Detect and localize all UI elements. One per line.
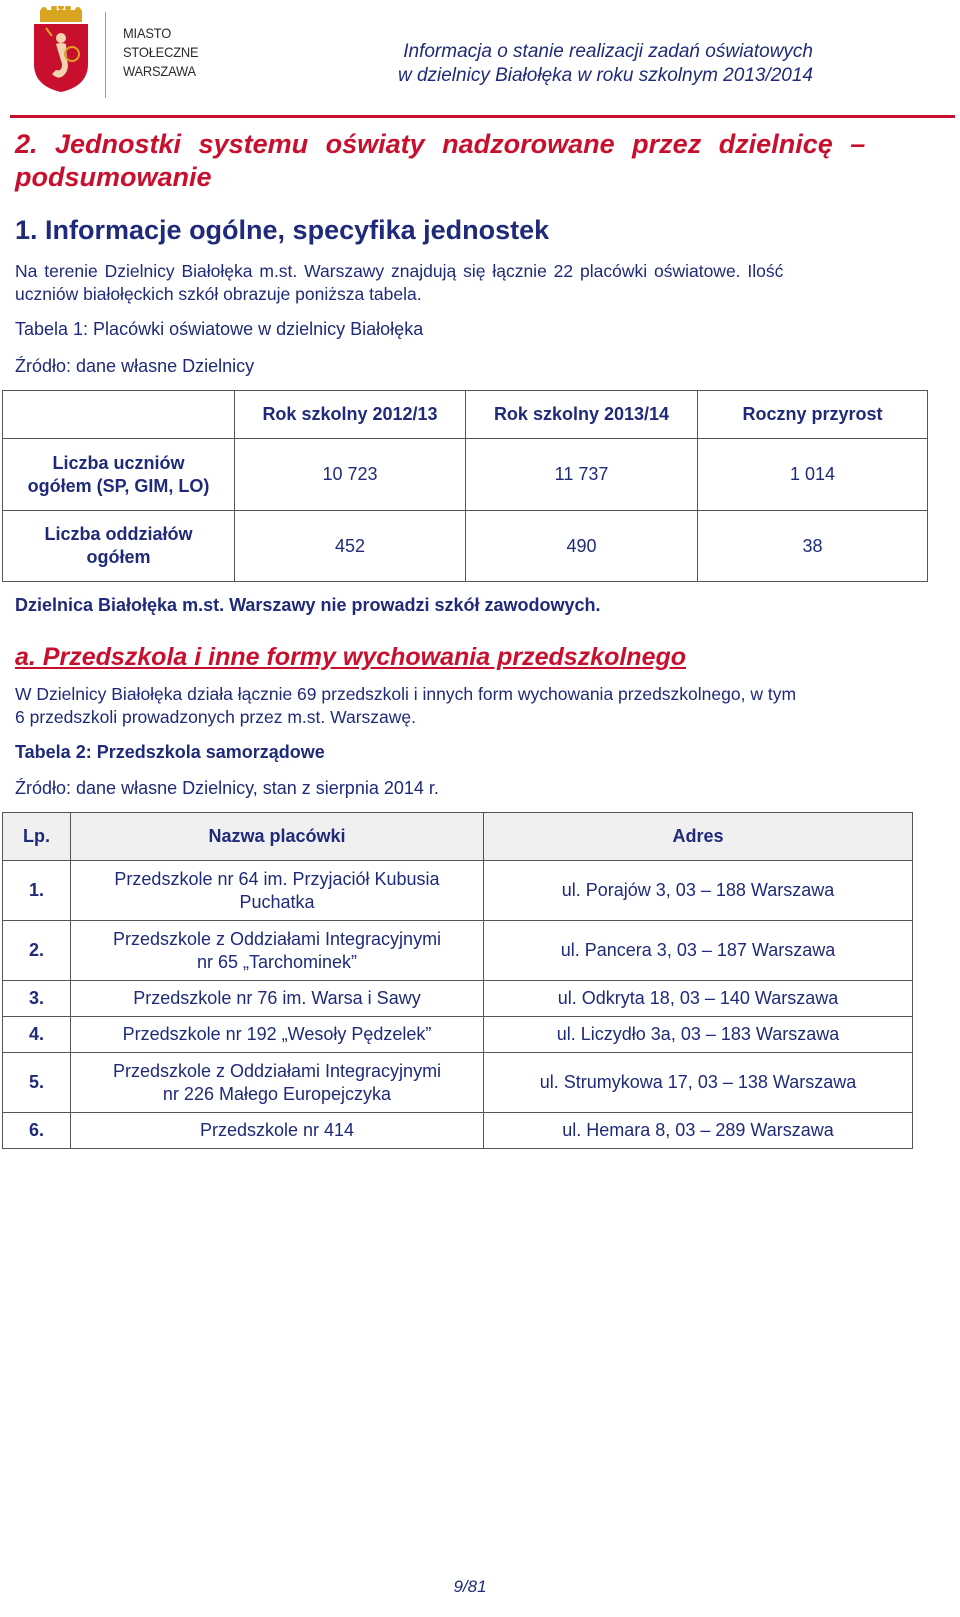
preschools-table: [2, 812, 913, 1149]
table1-caption: Tabela 1: Placówki oświatowe w dzielnicy Białołęka: [15, 319, 424, 339]
table-cell: 10 723: [235, 439, 466, 511]
row-number: 5.: [3, 1053, 71, 1113]
table-header-cell: Adres: [484, 813, 913, 861]
logo-line-warszawa: WARSZAWA: [123, 63, 196, 79]
intro-line-1: Na terenie Dzielnicy Białołęka m.st. Warszawy znajdują się łącznie 22 placówki oświatowe. Ilość: [15, 261, 784, 281]
preschool-para-line-2: 6 przedszkoli prowadzonych przez m.st. Warszawę.: [15, 707, 417, 727]
header-divider: [105, 12, 106, 98]
subsection-heading: a. Przedszkola i inne formy wychowania przedszkolnego: [15, 643, 687, 671]
row-number: 2.: [3, 921, 71, 981]
table-cell: 11 737: [466, 439, 698, 511]
table-cell: 490: [466, 511, 698, 582]
table-header-cell: Roczny przyrost: [698, 391, 928, 439]
row-label-line: ogółem (SP, GIM, LO): [27, 475, 210, 496]
preschool-name: Przedszkole nr 414: [71, 1113, 484, 1149]
table-row: [3, 981, 913, 1017]
document-title-line2: w dzielnicy Białołęka w roku szkolnym 2013/2014: [397, 65, 813, 86]
preschool-name-line: nr 226 Małego Europejczyka: [162, 1083, 392, 1104]
preschool-name-line: Przedszkole z Oddziałami Integracyjnymi: [112, 928, 442, 949]
preschool-address: ul. Porajów 3, 03 – 188 Warszawa: [484, 861, 913, 921]
table2-source: Źródło: dane własne Dzielnicy, stan z sierpnia 2014 r.: [15, 778, 439, 798]
preschool-address: ul. Odkryta 18, 03 – 140 Warszawa: [484, 981, 913, 1017]
city-logo-text: [123, 24, 205, 81]
row-number: 3.: [3, 981, 71, 1017]
table-row: [3, 921, 913, 981]
table-header-cell: Rok szkolny 2012/13: [235, 391, 466, 439]
logo-line-miasto: MIASTO: [123, 25, 172, 41]
preschool-name: [71, 1053, 484, 1113]
row-label: [3, 511, 235, 582]
preschool-para-line-1: W Dzielnicy Białołęka działa łącznie 69 przedszkoli i innych form wychowania przedszkolnego, w tym: [15, 684, 797, 704]
preschool-name-line: Przedszkole nr 64 im. Przyjaciół Kubusia: [114, 868, 440, 889]
table-header-row: [3, 391, 928, 439]
preschool-address: ul. Pancera 3, 03 – 187 Warszawa: [484, 921, 913, 981]
table-header-cell: Lp.: [3, 813, 71, 861]
vocational-schools-note: Dzielnica Białołęka m.st. Warszawy nie prowadzi szkół zawodowych.: [15, 595, 601, 615]
chapter-heading-line2: podsumowanie: [15, 162, 212, 192]
row-label-line: Liczba uczniów: [52, 452, 185, 473]
warsaw-coat-of-arms-logo: [30, 6, 92, 94]
table-row: [3, 439, 928, 511]
table-header-cell: Nazwa placówki: [71, 813, 484, 861]
logo-line-stoleczne: STOŁECZNE: [123, 44, 199, 60]
schools-summary-table: [2, 390, 928, 582]
row-number: 1.: [3, 861, 71, 921]
preschool-name-line: nr 65 „Tarchominek”: [196, 951, 358, 972]
table-row: [3, 861, 913, 921]
chapter-heading-line1: 2. Jednostki systemu oświaty nadzorowane przez dzielnicę –: [15, 129, 866, 159]
table-cell: 38: [698, 511, 928, 582]
table-header-cell: Rok szkolny 2013/14: [466, 391, 698, 439]
table-cell: 452: [235, 511, 466, 582]
intro-line-2: uczniów białołęckich szkół obrazuje poniższa tabela.: [15, 284, 422, 304]
table-row: [3, 1053, 913, 1113]
preschool-name: [71, 861, 484, 921]
table-row: [3, 1017, 913, 1053]
table-cell: 1 014: [698, 439, 928, 511]
document-title-line1: Informacja o stanie realizacji zadań oświatowych: [403, 41, 813, 62]
table-header-cell-empty: [3, 391, 235, 439]
section-heading: 1. Informacje ogólne, specyfika jednostek: [15, 215, 550, 245]
table1-source: Źródło: dane własne Dzielnicy: [15, 356, 255, 376]
row-number: 4.: [3, 1017, 71, 1053]
page-header: [0, 0, 960, 118]
table-row: [3, 511, 928, 582]
preschool-name-line: Puchatka: [239, 891, 315, 912]
table-header-row: [3, 813, 913, 861]
preschool-address: ul. Hemara 8, 03 – 289 Warszawa: [484, 1113, 913, 1149]
header-red-rule: [10, 115, 955, 118]
table-row: [3, 1113, 913, 1149]
chapter-heading: [15, 128, 865, 194]
row-label: [3, 439, 235, 511]
page-number: 9/81: [453, 1577, 487, 1596]
preschool-name: Przedszkole nr 76 im. Warsa i Sawy: [71, 981, 484, 1017]
row-label-line: Liczba oddziałów: [44, 524, 193, 544]
preschool-name-line: Przedszkole z Oddziałami Integracyjnymi: [112, 1060, 442, 1081]
preschool-name: [71, 921, 484, 981]
preschool-name: Przedszkole nr 192 „Wesoły Pędzelek”: [71, 1017, 484, 1053]
row-number: 6.: [3, 1113, 71, 1149]
row-label-line: ogółem: [86, 547, 151, 567]
preschool-address: ul. Strumykowa 17, 03 – 138 Warszawa: [484, 1053, 913, 1113]
table2-caption: Tabela 2: Przedszkola samorządowe: [15, 742, 325, 762]
preschool-address: ul. Liczydło 3a, 03 – 183 Warszawa: [484, 1017, 913, 1053]
